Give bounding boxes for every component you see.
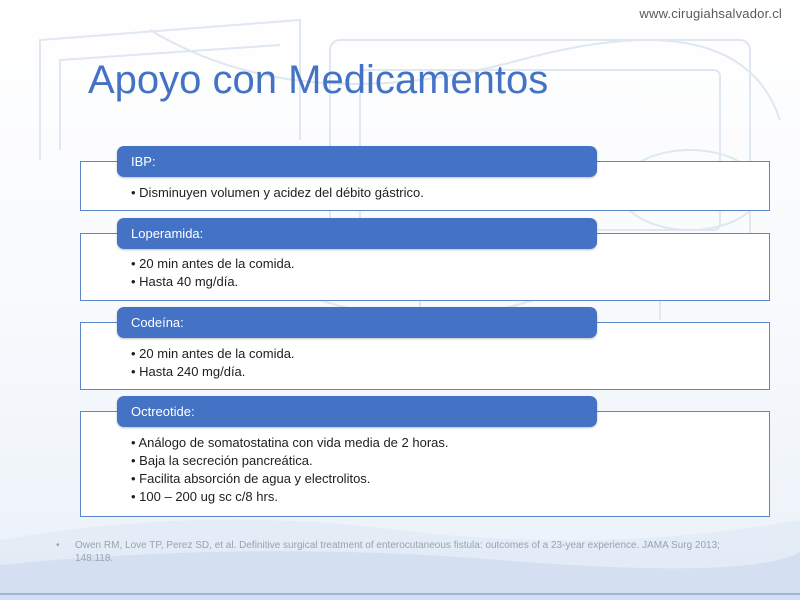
- list-item: • Hasta 240 mg/día.: [131, 363, 769, 381]
- footnote-text: Owen RM, Love TP, Perez SD, et al. Definitive surgical treatment of enterocutaneous fistula: outcomes of a 23-year experience. JAMA Surg 2013; 148:118.: [75, 540, 720, 564]
- list-item: • Hasta 40 mg/día.: [131, 273, 769, 291]
- list-item: • Baja la secreción pancreática.: [131, 452, 769, 470]
- list-item: • 100 – 200 ug sc c/8 hrs.: [131, 488, 769, 506]
- list-item: • Disminuyen volumen y acidez del débito gástrico.: [131, 184, 769, 202]
- section-loperamida: [80, 218, 770, 301]
- section-codeina: [80, 307, 770, 390]
- website-url: www.cirugiahsalvador.cl: [639, 6, 782, 21]
- section-octreotide: [80, 396, 770, 517]
- list-item: • 20 min antes de la comida.: [131, 255, 769, 273]
- list-item: • Facilita absorción de agua y electrolitos.: [131, 470, 769, 488]
- slide-title: Apoyo con Medicamentos: [88, 58, 549, 102]
- reference-footnote: [56, 539, 746, 565]
- list-item: • Análogo de somatostatina con vida media de 2 horas.: [131, 434, 769, 452]
- list-item: • 20 min antes de la comida.: [131, 345, 769, 363]
- section-ibp: [80, 146, 770, 211]
- section-label: Codeína:: [117, 307, 597, 338]
- section-label: Octreotide:: [117, 396, 597, 427]
- section-label: Loperamida:: [117, 218, 597, 249]
- section-label: IBP:: [117, 146, 597, 177]
- footnote-bullet: •: [56, 540, 60, 551]
